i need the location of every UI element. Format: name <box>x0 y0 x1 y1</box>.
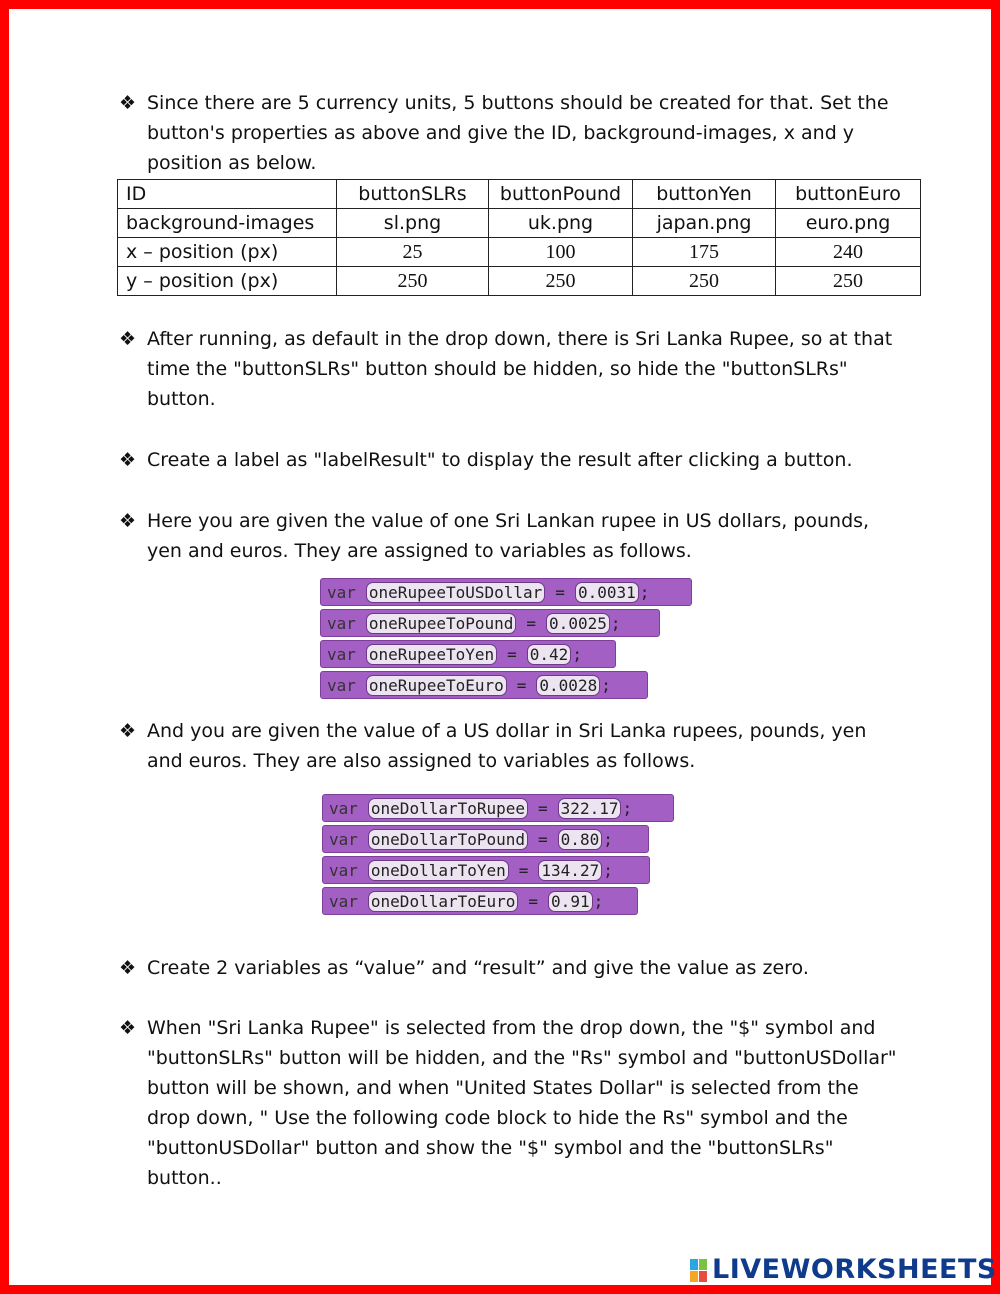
code-keyword: var <box>327 582 356 602</box>
table-cell: 25 <box>337 238 489 267</box>
code-keyword: var <box>329 860 358 880</box>
instruction-label: Create a label as "labelResult" to display the result after clicking a button. <box>147 449 853 471</box>
liveworksheets-logo <box>690 1254 997 1285</box>
code-operator: = <box>516 675 527 695</box>
code-line <box>322 794 674 822</box>
variable-name: oneDollarToRupee <box>368 798 528 819</box>
code-keyword: var <box>327 675 356 695</box>
code-semicolon: ; <box>622 798 633 818</box>
variable-name: oneRupeeToEuro <box>366 675 507 696</box>
logo-text: LIVEWORKSHEETS <box>712 1254 997 1285</box>
code-semicolon: ; <box>639 582 650 602</box>
bullet-icon: ❖ <box>119 957 137 979</box>
button-properties-table <box>117 179 921 296</box>
code-operator: = <box>528 891 539 911</box>
variable-name: oneDollarToEuro <box>368 891 519 912</box>
table-cell: 250 <box>633 267 776 296</box>
code-operator: = <box>526 613 537 633</box>
instruction-buttons: Since there are 5 currency units, 5 buttons should be created for that. Set the button's properties as above and give the ID, background-images, x and y position as below. <box>147 92 889 174</box>
code-keyword: var <box>329 829 358 849</box>
code-line <box>320 640 616 668</box>
table-cell: buttonYen <box>633 180 776 209</box>
table-row <box>118 209 921 238</box>
code-line <box>320 609 660 637</box>
instruction-dollar-values: And you are given the value of a US dollar in Sri Lanka rupees, pounds, yen and euros. They are also assigned to variables as follows. <box>147 720 867 772</box>
code-keyword: var <box>329 891 358 911</box>
bullet-icon: ❖ <box>119 328 137 350</box>
code-line <box>322 856 650 884</box>
code-keyword: var <box>327 613 356 633</box>
code-line <box>320 578 692 606</box>
table-cell: background-images <box>118 209 337 238</box>
table-cell: buttonEuro <box>776 180 921 209</box>
table-row <box>118 180 921 209</box>
bullet-icon: ❖ <box>119 92 137 114</box>
code-block-dollar <box>322 794 674 918</box>
table-cell: japan.png <box>633 209 776 238</box>
instruction-rupee-values: Here you are given the value of one Sri Lankan rupee in US dollars, pounds, yen and euros. They are assigned to variables as follows. <box>147 510 870 562</box>
table-cell: 250 <box>776 267 921 296</box>
variable-value: 0.91 <box>548 891 593 912</box>
code-operator: = <box>507 644 517 664</box>
variable-value: 0.0031 <box>575 582 639 603</box>
code-operator: = <box>538 798 548 818</box>
code-operator: = <box>538 829 548 849</box>
bullet-icon: ❖ <box>119 1017 137 1039</box>
code-semicolon: ; <box>601 675 611 695</box>
table-row <box>118 238 921 267</box>
variable-name: oneRupeeToUSDollar <box>366 582 545 603</box>
table-cell: 100 <box>489 238 633 267</box>
code-line <box>320 671 648 699</box>
table-cell: 250 <box>489 267 633 296</box>
variable-name: oneRupeeToYen <box>366 644 497 665</box>
instruction-hide-button: After running, as default in the drop down, there is Sri Lanka Rupee, so at that time the "buttonSLRs" button should be hidden, so hide the "buttonSLRs" button. <box>147 328 893 410</box>
table-cell: ID <box>118 180 337 209</box>
table-cell: 250 <box>337 267 489 296</box>
bullet-icon: ❖ <box>119 449 137 471</box>
instruction-dropdown: When "Sri Lanka Rupee" is selected from the drop down, the "$" symbol and "buttonSLRs" button will be hidden, and the "Rs" symbol and "buttonUSDollar" button will be shown, and when "United States Dollar" is selected from the drop down, " Use the following code block to hide the Rs" symbol and the "buttonUSDollar" button and show the "$" symbol and the "buttonSLRs" button.. <box>147 1017 897 1189</box>
code-operator: = <box>518 860 529 880</box>
variable-value: 0.42 <box>527 644 572 665</box>
table-cell: sl.png <box>337 209 489 238</box>
variable-name: oneDollarToYen <box>368 860 509 881</box>
code-semicolon: ; <box>610 613 621 633</box>
code-semicolon: ; <box>593 891 604 911</box>
variable-value: 0.80 <box>558 829 603 850</box>
table-row <box>118 267 921 296</box>
instruction-variables: Create 2 variables as “value” and “result” and give the value as zero. <box>147 957 809 979</box>
variable-value: 0.0028 <box>536 675 600 696</box>
code-semicolon: ; <box>603 860 613 880</box>
code-semicolon: ; <box>572 644 582 664</box>
variable-name: oneDollarToPound <box>368 829 528 850</box>
code-keyword: var <box>327 644 356 664</box>
code-semicolon: ; <box>603 829 613 849</box>
code-line <box>322 887 638 915</box>
variable-name: oneRupeeToPound <box>366 613 517 634</box>
table-cell: buttonPound <box>489 180 633 209</box>
variable-value: 134.27 <box>538 860 602 881</box>
code-block-rupee <box>320 578 692 702</box>
table-cell: y – position (px) <box>118 267 337 296</box>
code-line <box>322 825 649 853</box>
code-keyword: var <box>329 798 358 818</box>
bullet-icon: ❖ <box>119 510 137 532</box>
variable-value: 322.17 <box>558 798 622 819</box>
code-operator: = <box>555 582 565 602</box>
table-cell: 175 <box>633 238 776 267</box>
table-cell: x – position (px) <box>118 238 337 267</box>
table-cell: buttonSLRs <box>337 180 489 209</box>
table-cell: uk.png <box>489 209 633 238</box>
liveworksheets-logo-icon <box>690 1259 708 1283</box>
variable-value: 0.0025 <box>546 613 610 634</box>
table-cell: 240 <box>776 238 921 267</box>
table-cell: euro.png <box>776 209 921 238</box>
bullet-icon: ❖ <box>119 720 137 742</box>
